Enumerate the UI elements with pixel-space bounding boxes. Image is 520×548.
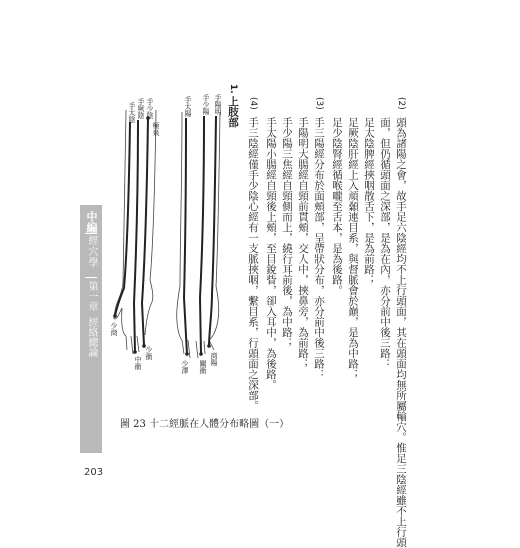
- meridian-arm-diagram: [108, 88, 240, 408]
- paragraph-3-line: 手太陽小腸經自頸後上頰，至目銳眥，卻入耳中，為後路。: [265, 117, 277, 390]
- paragraph-3-line: 手少陽三焦經自頸側而上，繞行耳前後，為中路；: [281, 117, 293, 348]
- page-number: 203: [84, 467, 104, 478]
- label-zhongchong: 中衝: [134, 356, 142, 370]
- paragraph-2-line: 頭為諸陽之會，故手足六陰經均不上行頭面，其在頭面均無所屬輸穴。惟足三陰經雖不上行頭: [395, 117, 407, 548]
- label-shou-taiyang: 手太陽: [184, 96, 192, 117]
- paragraph-3-line: 手三陽經分布於面頰部，呈帶狀分布，亦分前中後三路：: [313, 117, 325, 380]
- point-guanchong: [199, 352, 203, 356]
- label-shou-shaoyin: 手少陰: [146, 98, 154, 119]
- point-shangyang: [207, 344, 211, 348]
- tab-separator: [85, 277, 97, 278]
- paragraph-4-line: 手三陰經僅手少陰心經有一支脈挾咽，繫目系，行頭面之深部。: [247, 117, 259, 411]
- paragraph-2-line: 面，但仍循頭面之深部，是為在內，亦分前中後三路：: [379, 117, 391, 369]
- tab-part-label: 中編: [85, 211, 98, 233]
- point-shaoze: [185, 352, 189, 356]
- point-shaoshang: [113, 314, 117, 318]
- paragraph-2-line: 足厥陰肝經上入頏顙連目系，與督脈會於巔，是為中路；: [347, 117, 359, 380]
- tab-chapter-title: 經絡總論: [86, 317, 97, 357]
- meridian-jueyin-line: [134, 120, 138, 352]
- section-number: 1.: [228, 84, 238, 94]
- paragraph-2-line: 足太陰脾經挾咽散舌下，是為前路；: [363, 117, 375, 285]
- label-shaochong: 少衝: [145, 346, 153, 360]
- label-shou-shaoyang: 手少陽: [202, 94, 210, 115]
- meridian-shaoyang-line: [200, 116, 204, 354]
- meridian-shaoyin-line: [142, 118, 148, 346]
- figure-caption: 圖 23 十二經脈在人體分布略圖（一）: [120, 419, 290, 430]
- left-arm-meridians: [115, 118, 148, 352]
- tab-chapter-label: 第一章: [86, 281, 97, 311]
- label-shou-taiyin: 手太陰: [128, 102, 136, 123]
- right-arm-meridians: [184, 116, 216, 354]
- label-shou-yangming: 手陽明: [214, 94, 222, 115]
- chapter-side-tab: [80, 205, 102, 453]
- label-shangyang: 商陽: [210, 352, 218, 366]
- meridian-yangming-line: [209, 116, 216, 346]
- label-jiquan: 極泉: [152, 122, 160, 136]
- tab-section-label: 經穴學: [86, 235, 97, 268]
- paragraph-2-line: 足少陰腎經循喉嚨至舌本，是為後路。: [331, 117, 343, 296]
- tab-separator: [85, 233, 97, 234]
- paragraph-3-number: (3): [314, 97, 324, 110]
- label-shaoze: 少澤: [181, 360, 189, 374]
- label-shou-jueyin: 手厥陰: [137, 98, 145, 119]
- paragraph-3-line: 手陽明大腸經自頸前貫頰，交人中，挾鼻旁，為前路；: [297, 117, 309, 369]
- paragraph-4-number: (4): [248, 97, 258, 110]
- point-zhongchong: [133, 350, 137, 354]
- label-guanchong: 關衝: [199, 360, 207, 374]
- meridian-taiyang-line: [184, 118, 187, 354]
- paragraph-2-number: (2): [396, 97, 406, 110]
- label-shaoshang: 少商: [110, 322, 118, 336]
- section-heading: 上肢部: [227, 96, 239, 128]
